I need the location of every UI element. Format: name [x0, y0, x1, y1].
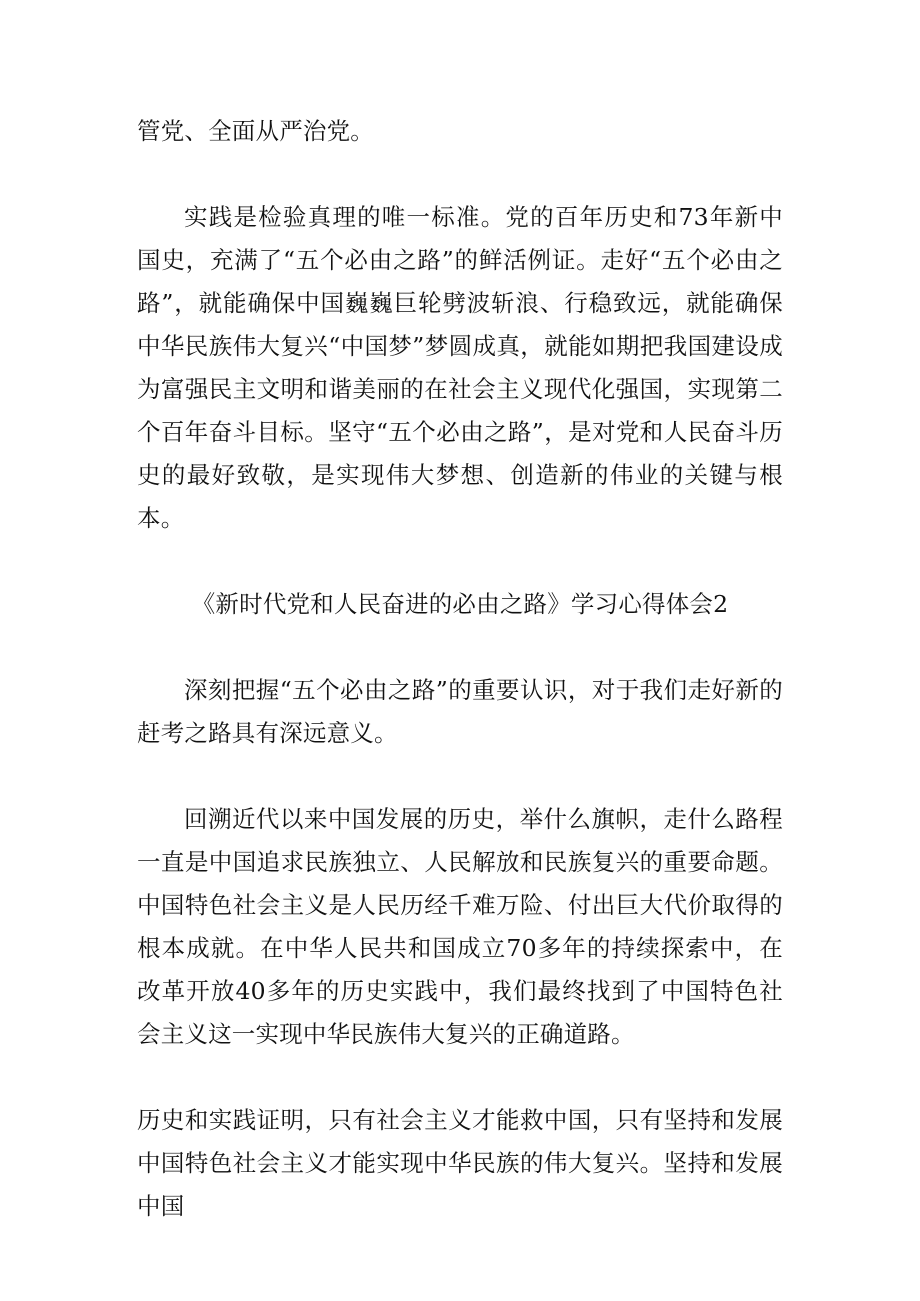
paragraph-continuation: 管党、全面从严治党。 — [137, 117, 374, 145]
document-page — [137, 110, 783, 1228]
section-heading: 《新时代党和人民奋进的必由之路》学习心得体会2 — [191, 590, 729, 618]
paragraph-deep-understanding: 深刻把握“五个必由之路”的重要认识，对于我们走好新的赶考之路具有深远意义。 — [137, 676, 783, 747]
paragraph-practice-standard: 实践是检验真理的唯一标准。党的百年历史和73年新中国史，充满了“五个必由之路”的鲜活例证。走好“五个必由之路”，就能确保中国巍巍巨轮劈波斩浪、行稳致远，就能确保中华民族伟大复兴“中国梦”梦圆成真，就能如期把我国建设成为富强民主文明和谐美丽的在社会主义现代化强国，实现第二个百年奋斗目标。坚守“五个必由之路”，是对党和人民奋斗历史的最好致敬，是实现伟大梦想、创造新的伟业的关键与根本。 — [137, 203, 783, 532]
paragraph-history-review: 回溯近代以来中国发展的历史，举什么旗帜，走什么路程一直是中国追求民族独立、人民解放和民族复兴的重要命题。中国特色社会主义是人民历经千难万险、付出巨大代价取得的根本成就。在中华人民共和国成立70多年的持续探索中，在改革开放40多年的历史实践中，我们最终找到了中国特色社会主义这一实现中华民族伟大复兴的正确道路。 — [137, 805, 783, 1048]
paragraph-history-proof: 历史和实践证明，只有社会主义才能救中国，只有坚持和发展中国特色社会主义才能实现中华民族的伟大复兴。坚持和发展中国 — [137, 1106, 783, 1220]
